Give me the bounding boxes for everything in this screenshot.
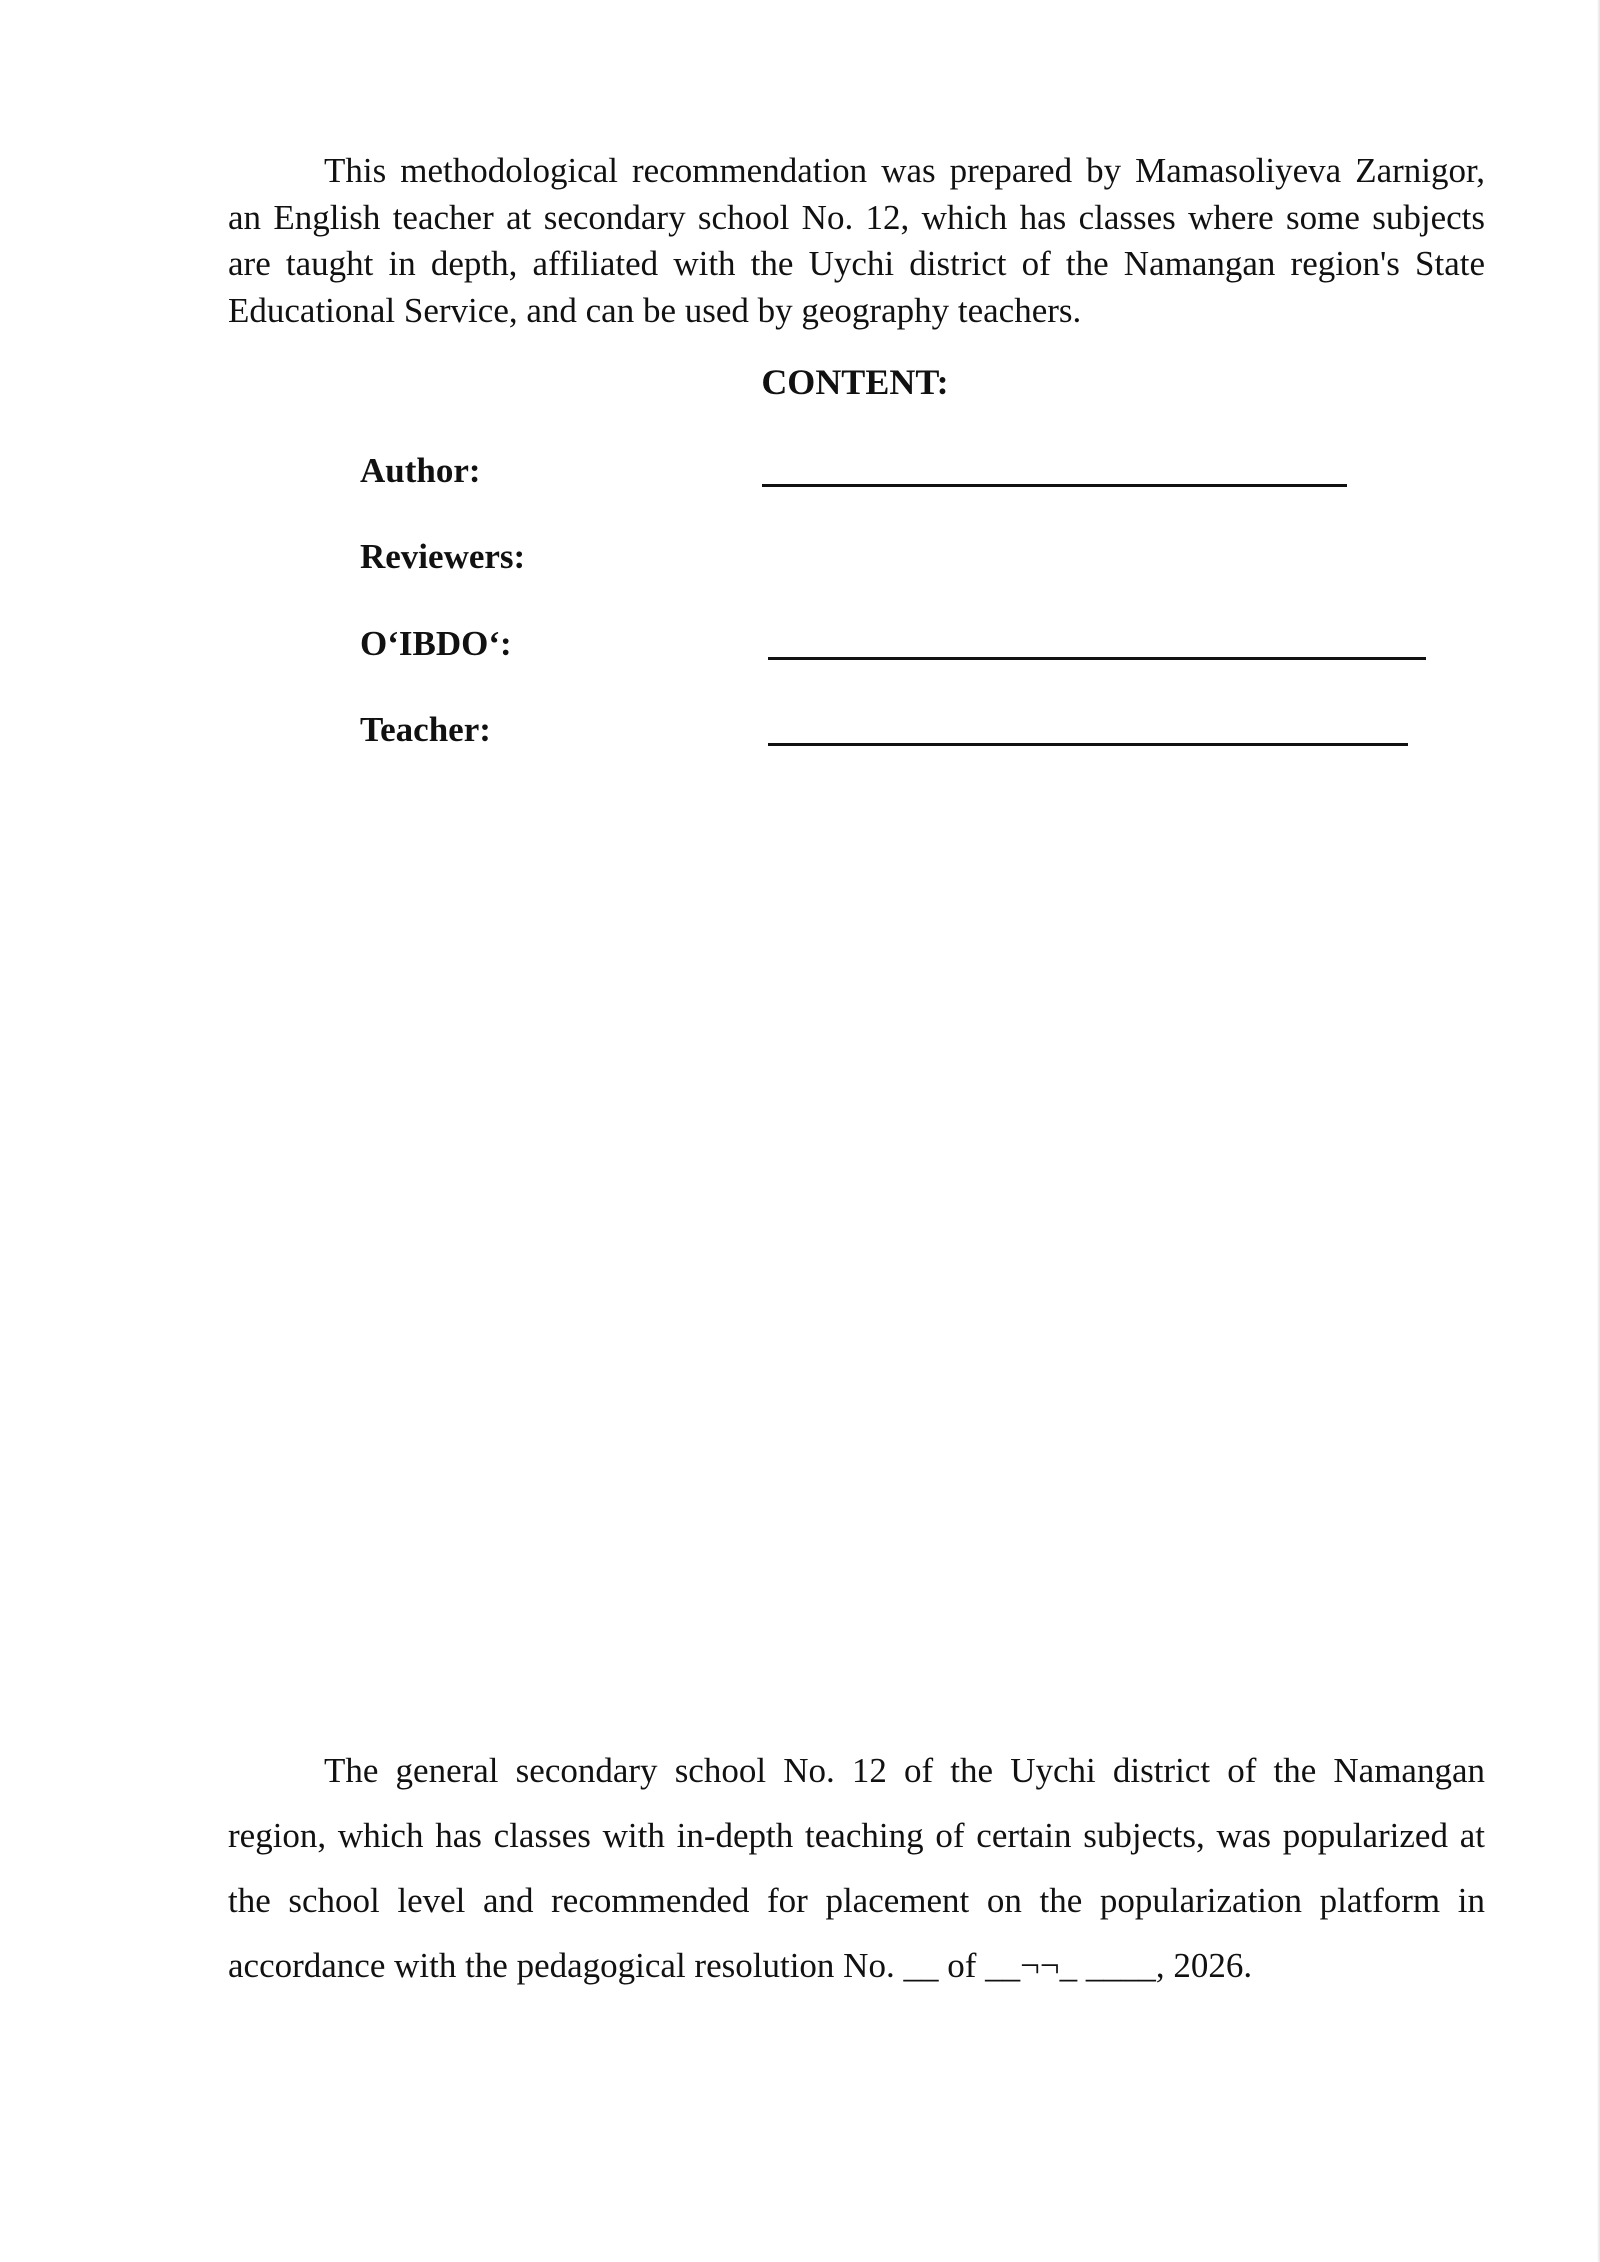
oibdo-label: O‘IBDO‘: <box>360 624 512 663</box>
teacher-field <box>360 705 1500 755</box>
oibdo-field <box>360 619 1500 669</box>
reviewers-label: Reviewers: <box>360 537 526 576</box>
oibdo-signature-line <box>768 657 1426 660</box>
author-label: Author: <box>360 451 481 490</box>
content-heading: CONTENT: <box>761 362 949 402</box>
closing-paragraph: The general secondary school No. 12 of the Uychi district of the Namangan region, which has classes with in-depth teaching of certain subjects, was popularized at the school level and recommended for placement on the popularization platform in accordance with the pedagogical resolution No. __ of __¬¬_ ____, 2026. <box>228 1751 1485 1985</box>
teacher-label: Teacher: <box>360 710 491 749</box>
intro-paragraph: This methodological recommendation was prepared by Mamasoliyeva Zarnigor, an English teacher at secondary school No. 12, which has classes where some subjects are taught in depth, affiliated with the Uychi district of the Namangan region's State Educational Service, and can be used by geography teachers. <box>228 151 1485 330</box>
teacher-signature-line <box>768 743 1408 746</box>
author-signature-line <box>762 484 1347 487</box>
reviewers-field <box>360 532 1500 582</box>
author-field <box>360 446 1500 496</box>
